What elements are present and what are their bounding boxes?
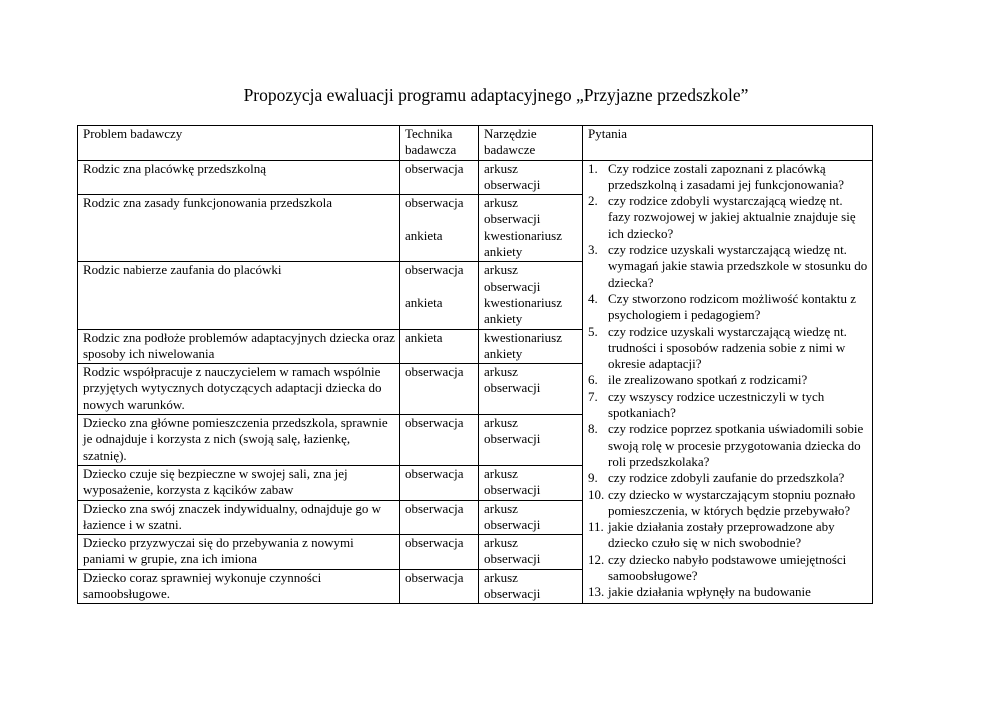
technika-gap [405, 211, 474, 227]
technika-cell [400, 415, 479, 466]
technika-line: obserwacja [405, 262, 464, 278]
question-text: czy wszyscy rodzice uczestniczyli w tych spotkaniach? [608, 388, 825, 421]
question-item [588, 242, 868, 291]
question-number: 12. [588, 551, 605, 567]
narzedzie-line: ankiety [484, 244, 523, 260]
question-number: 13. [588, 584, 605, 600]
narzedzie-line: obserwacji [484, 176, 541, 192]
narzedzie-line: obserwacji [484, 211, 541, 227]
question-item [588, 487, 868, 520]
question-text: ile zrealizowano spotkań z rodzicami? [608, 372, 808, 388]
narzedzie-line: kwestionariusz [484, 227, 562, 243]
question-text: czy rodzice zdobyli zaufanie do przedszkola? [608, 470, 845, 486]
narzedzie-line: ankiety [484, 311, 523, 327]
header-row [78, 126, 873, 161]
problem-cell: Dziecko coraz sprawniej wykonuje czynności samoobsługowe. [78, 569, 400, 604]
question-number: 2. [588, 193, 598, 209]
header-problem: Problem badawczy [78, 126, 400, 161]
narzedzie-cell [479, 195, 583, 262]
technika-line: obserwacja [405, 415, 464, 431]
narzedzie-line: arkusz [484, 262, 518, 278]
problem-cell: Rodzic zna placówkę przedszkolną [78, 160, 400, 195]
question-text: Czy rodzice zostali zapoznani z placówką przedszkolną i zasadami jej funkcjonowania? [608, 160, 845, 192]
technika-cell [400, 500, 479, 535]
narzedzie-line: arkusz [484, 535, 518, 551]
narzedzie-line: arkusz [484, 569, 518, 585]
technika-line: obserwacja [405, 569, 464, 585]
technika-line: obserwacja [405, 465, 464, 481]
technika-cell [400, 160, 479, 195]
narzedzie-cell [479, 465, 583, 500]
question-item [588, 193, 868, 242]
technika-line: ankieta [405, 294, 443, 310]
question-number: 4. [588, 290, 598, 306]
question-text: czy rodzice zdobyli wystarczającą wiedzę nt. fazy rozwojowej w jakiej aktualnie znajduje się ich dziecko? [608, 193, 856, 241]
problem-cell: Rodzic współpracuje z nauczycielem w ramach wspólnie przyjętych wytycznych dotyczących adaptacji dziecka do nowych warunków. [78, 364, 400, 415]
narzedzie-line: obserwacji [484, 482, 541, 498]
narzedzie-cell [479, 415, 583, 466]
header-technika-line: badawcza [405, 142, 457, 158]
narzedzie-line: arkusz [484, 465, 518, 481]
header-narzedzie [479, 126, 583, 161]
problem-cell: Rodzic nabierze zaufania do placówki [78, 262, 400, 329]
question-number: 7. [588, 388, 598, 404]
header-technika-line: Technika [405, 126, 453, 141]
narzedzie-line: obserwacji [484, 380, 541, 396]
narzedzie-line: arkusz [484, 160, 518, 176]
narzedzie-line: arkusz [484, 195, 518, 211]
questions-list [588, 161, 868, 601]
question-text: jakie działania wpłynęły na budowanie [608, 584, 811, 600]
technika-line: obserwacja [405, 195, 464, 211]
narzedzie-line: obserwacji [484, 551, 541, 567]
narzedzie-line: obserwacji [484, 586, 541, 602]
question-number: 3. [588, 242, 598, 258]
question-number: 11. [588, 519, 604, 535]
question-item [588, 389, 868, 422]
question-number: 6. [588, 372, 598, 388]
technika-cell [400, 262, 479, 329]
question-item [588, 584, 868, 600]
header-narzedzie-line: badawcze [484, 142, 536, 158]
technika-cell [400, 535, 479, 570]
narzedzie-line: arkusz [484, 500, 518, 516]
problem-cell: Rodzic zna podłoże problemów adaptacyjnych dziecka oraz sposoby ich niwelowania [78, 329, 400, 364]
table-row [78, 160, 873, 195]
question-text: czy rodzice uzyskali wystarczającą wiedzę nt. wymagań jakie stawia przedszkole w stosunku do dziecka? [608, 242, 868, 290]
narzedzie-line: kwestionariusz [484, 294, 562, 310]
question-item [588, 421, 868, 470]
technika-line: ankieta [405, 227, 443, 243]
technika-cell [400, 569, 479, 604]
questions-cell [583, 160, 873, 604]
technika-line: obserwacja [405, 160, 464, 176]
narzedzie-cell [479, 262, 583, 329]
narzedzie-cell [479, 500, 583, 535]
technika-line: obserwacja [405, 364, 464, 380]
problem-cell: Dziecko zna swój znaczek indywidualny, odnajduje go w łazience i w szatni. [78, 500, 400, 535]
narzedzie-line: kwestionariusz [484, 329, 562, 345]
technika-line: ankieta [405, 329, 443, 345]
question-text: jakie działania zostały przeprowadzone aby dziecko czuło się w nich swobodnie? [608, 519, 835, 551]
narzedzie-cell [479, 329, 583, 364]
evaluation-table [77, 125, 873, 604]
question-number: 5. [588, 323, 598, 339]
problem-cell: Dziecko zna główne pomieszczenia przedszkola, sprawnie je odnajduje i korzysta z nich (swoją salę, łazienkę, szatnię). [78, 415, 400, 466]
narzedzie-line: arkusz [484, 364, 518, 380]
technika-line: obserwacja [405, 500, 464, 516]
question-text: czy dziecko w wystarczającym stopniu poznało pomieszczenia, w których będzie przebywało? [608, 486, 856, 518]
question-item [588, 161, 868, 194]
question-number: 8. [588, 421, 598, 437]
narzedzie-line: obserwacji [484, 431, 541, 447]
narzedzie-line: obserwacji [484, 278, 541, 294]
header-pytania: Pytania [583, 126, 873, 161]
narzedzie-cell [479, 364, 583, 415]
question-item [588, 470, 868, 486]
technika-cell [400, 364, 479, 415]
question-number: 9. [588, 470, 598, 486]
technika-gap [405, 279, 474, 295]
problem-cell: Rodzic zna zasady funkcjonowania przedszkola [78, 195, 400, 262]
question-item [588, 324, 868, 373]
narzedzie-cell [479, 160, 583, 195]
technika-line: obserwacja [405, 535, 464, 551]
question-item [588, 519, 868, 552]
question-item [588, 291, 868, 324]
question-item [588, 552, 868, 585]
technika-cell [400, 465, 479, 500]
question-text: czy rodzice uzyskali wystarczającą wiedzę nt. trudności i sposobów radzenia sobie z nimi w okresie adaptacji? [608, 323, 847, 372]
narzedzie-line: arkusz [484, 415, 518, 431]
technika-cell [400, 195, 479, 262]
question-item [588, 372, 868, 388]
problem-cell: Dziecko przyzwyczai się do przebywania z nowymi paniami w grupie, zna ich imiona [78, 535, 400, 570]
header-narzedzie-line: Narzędzie [484, 126, 537, 141]
problem-cell: Dziecko czuje się bezpieczne w swojej sali, zna jej wyposażenie, korzysta z kącików zabaw [78, 465, 400, 500]
header-technika [400, 126, 479, 161]
page-title: Propozycja ewaluacji programu adaptacyjnego „Przyjazne przedszkole” [243, 85, 749, 105]
narzedzie-cell [479, 535, 583, 570]
technika-cell [400, 329, 479, 364]
question-text: Czy stworzono rodzicom możliwość kontaktu z psychologiem i pedagogiem? [608, 290, 857, 323]
narzedzie-line: ankiety [484, 345, 523, 361]
question-number: 10. [588, 486, 605, 502]
question-text: czy dziecko nabyło podstawowe umiejętności samoobsługowe? [608, 551, 847, 584]
question-number: 1. [588, 160, 598, 176]
narzedzie-line: obserwacji [484, 516, 541, 532]
narzedzie-cell [479, 569, 583, 604]
question-text: czy rodzice poprzez spotkania uświadomili sobie swoją rolę w procesie przygotowania dziecka do roli przedszkolaka? [608, 421, 864, 469]
